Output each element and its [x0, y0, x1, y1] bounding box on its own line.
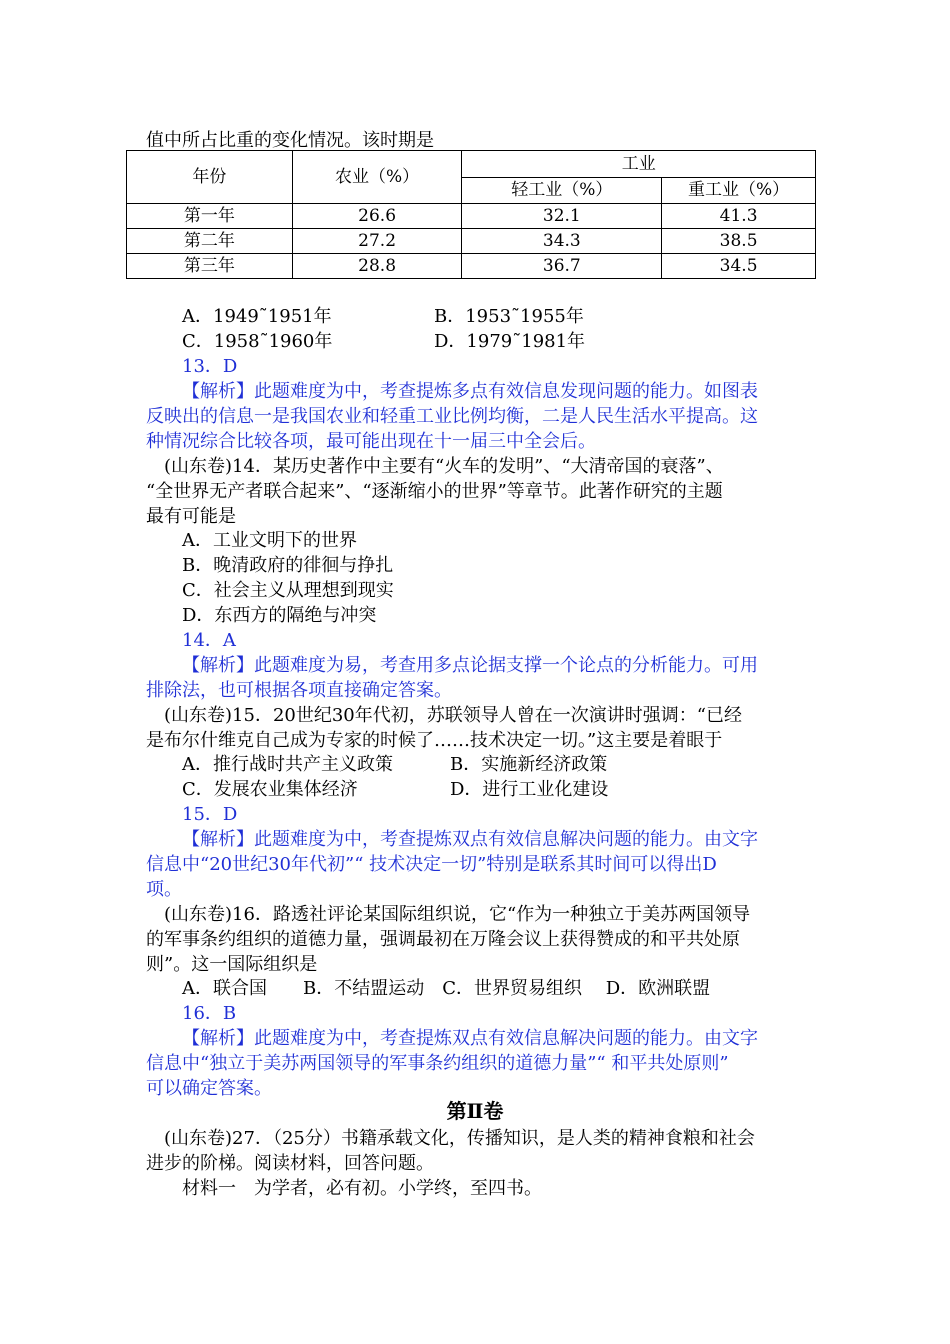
q14-option: A．工业文明下的世界: [182, 530, 357, 551]
table-row: [127, 254, 816, 279]
q16-analysis-line: 可以确定答案。: [146, 1078, 272, 1099]
header-industry: 工业: [462, 151, 816, 178]
header-agriculture: 农业（%）: [292, 151, 462, 204]
cell-year: 第一年: [127, 204, 293, 229]
q15-analysis-line: 项。: [146, 879, 182, 900]
q13-answer: 13．D: [182, 356, 238, 377]
q14-option: B．晚清政府的徘徊与挣扎: [182, 555, 394, 576]
industry-ratio-table: [126, 150, 816, 279]
q14-analysis-line: 排除法，也可根据各项直接确定答案。: [146, 680, 452, 701]
q15-answer: 15．D: [182, 804, 238, 825]
q13-option-c: C．1958˜1960年: [182, 331, 333, 352]
q14-answer: 14．A: [182, 630, 236, 651]
q15-analysis-line: 【解析】此题难度为中，考查提炼双点有效信息解决问题的能力。由文字: [182, 829, 758, 850]
q13-option-a: A．1949˜1951年: [182, 306, 332, 327]
cell-light: 36.7: [462, 254, 662, 279]
header-year: 年份: [127, 151, 293, 204]
q14-option: C．社会主义从理想到现实: [182, 580, 394, 601]
cell-year: 第三年: [127, 254, 293, 279]
q13-analysis-line: 种情况综合比较各项，最可能出现在十一届三中全会后。: [146, 431, 596, 452]
table-row: [127, 204, 816, 229]
q14-option: D．东西方的隔绝与冲突: [182, 605, 377, 626]
q16-stem-line: 的军事条约组织的道德力量，强调最初在万隆会议上获得赞成的和平共处原: [146, 929, 740, 950]
cell-light: 34.3: [462, 229, 662, 254]
q14-stem-line: 最有可能是: [146, 506, 236, 527]
cell-year: 第二年: [127, 229, 293, 254]
cell-heavy: 41.3: [662, 204, 816, 229]
q15-option-a: A．推行战时共产主义政策: [182, 754, 393, 775]
q14-analysis-line: 【解析】此题难度为易，考查用多点论据支撑一个论点的分析能力。可用: [182, 655, 758, 676]
q16-stem-line: 则”。这一国际组织是: [146, 954, 318, 975]
table-row: [127, 229, 816, 254]
q14-stem-line: (山东卷)14．某历史著作中主要有“火车的发明”、“大清帝国的衰落”、: [164, 456, 724, 477]
q13-analysis-line: 反映出的信息一是我国农业和轻重工业比例均衡，二是人民生活水平提高。这: [146, 406, 758, 427]
cell-heavy: 38.5: [662, 229, 816, 254]
section-title: 第Ⅱ卷: [446, 1099, 504, 1123]
header-light-industry: 轻工业（%）: [462, 177, 662, 204]
intro-line: 值中所占比重的变化情况。该时期是: [146, 130, 434, 151]
q13-option-b: B．1953˜1955年: [434, 306, 584, 327]
q16-analysis-line: 【解析】此题难度为中，考查提炼双点有效信息解决问题的能力。由文字: [182, 1028, 758, 1049]
q15-option-d: D．进行工业化建设: [450, 779, 609, 800]
cell-light: 32.1: [462, 204, 662, 229]
q16-analysis-line: 信息中“独立于美苏两国领导的军事条约组织的道德力量”“ 和平共处原则”: [146, 1053, 729, 1074]
q14-stem-line: “全世界无产者联合起来”、“逐渐缩小的世界”等章节。此著作研究的主题: [146, 481, 723, 502]
q13-analysis-line: 【解析】此题难度为中，考查提炼多点有效信息发现问题的能力。如图表: [182, 381, 758, 402]
q16-options: A．联合国 B．不结盟运动 C．世界贸易组织 D．欧洲联盟: [182, 978, 711, 999]
q27-stem-line: (山东卷)27．（25分）书籍承载文化，传播知识，是人类的精神食粮和社会: [164, 1128, 755, 1149]
cell-agriculture: 26.6: [292, 204, 462, 229]
q16-answer: 16．B: [182, 1003, 237, 1024]
header-heavy-industry: 重工业（%）: [662, 177, 816, 204]
q27-material-1: 材料一 为学者，必有初。小学终，至四书。: [182, 1178, 542, 1199]
q27-stem-line: 进步的阶梯。阅读材料，回答问题。: [146, 1153, 434, 1174]
q16-stem-line: (山东卷)16．路透社评论某国际组织说，它“作为一种独立于美苏两国领导: [164, 904, 751, 925]
q15-stem-line: (山东卷)15．20世纪30年代初，苏联领导人曾在一次演讲时强调：“已经: [164, 705, 742, 726]
q15-analysis-line: 信息中“20世纪30年代初”“ 技术决定一切”特别是联系其时间可以得出D: [146, 854, 717, 875]
q15-option-b: B．实施新经济政策: [450, 754, 608, 775]
cell-agriculture: 28.8: [292, 254, 462, 279]
cell-agriculture: 27.2: [292, 229, 462, 254]
q15-stem-line: 是布尔什维克自己成为专家的时候了……技术决定一切。”这主要是着眼于: [146, 730, 723, 751]
q15-option-c: C．发展农业集体经济: [182, 779, 358, 800]
cell-heavy: 34.5: [662, 254, 816, 279]
q13-option-d: D．1979˜1981年: [434, 331, 586, 352]
